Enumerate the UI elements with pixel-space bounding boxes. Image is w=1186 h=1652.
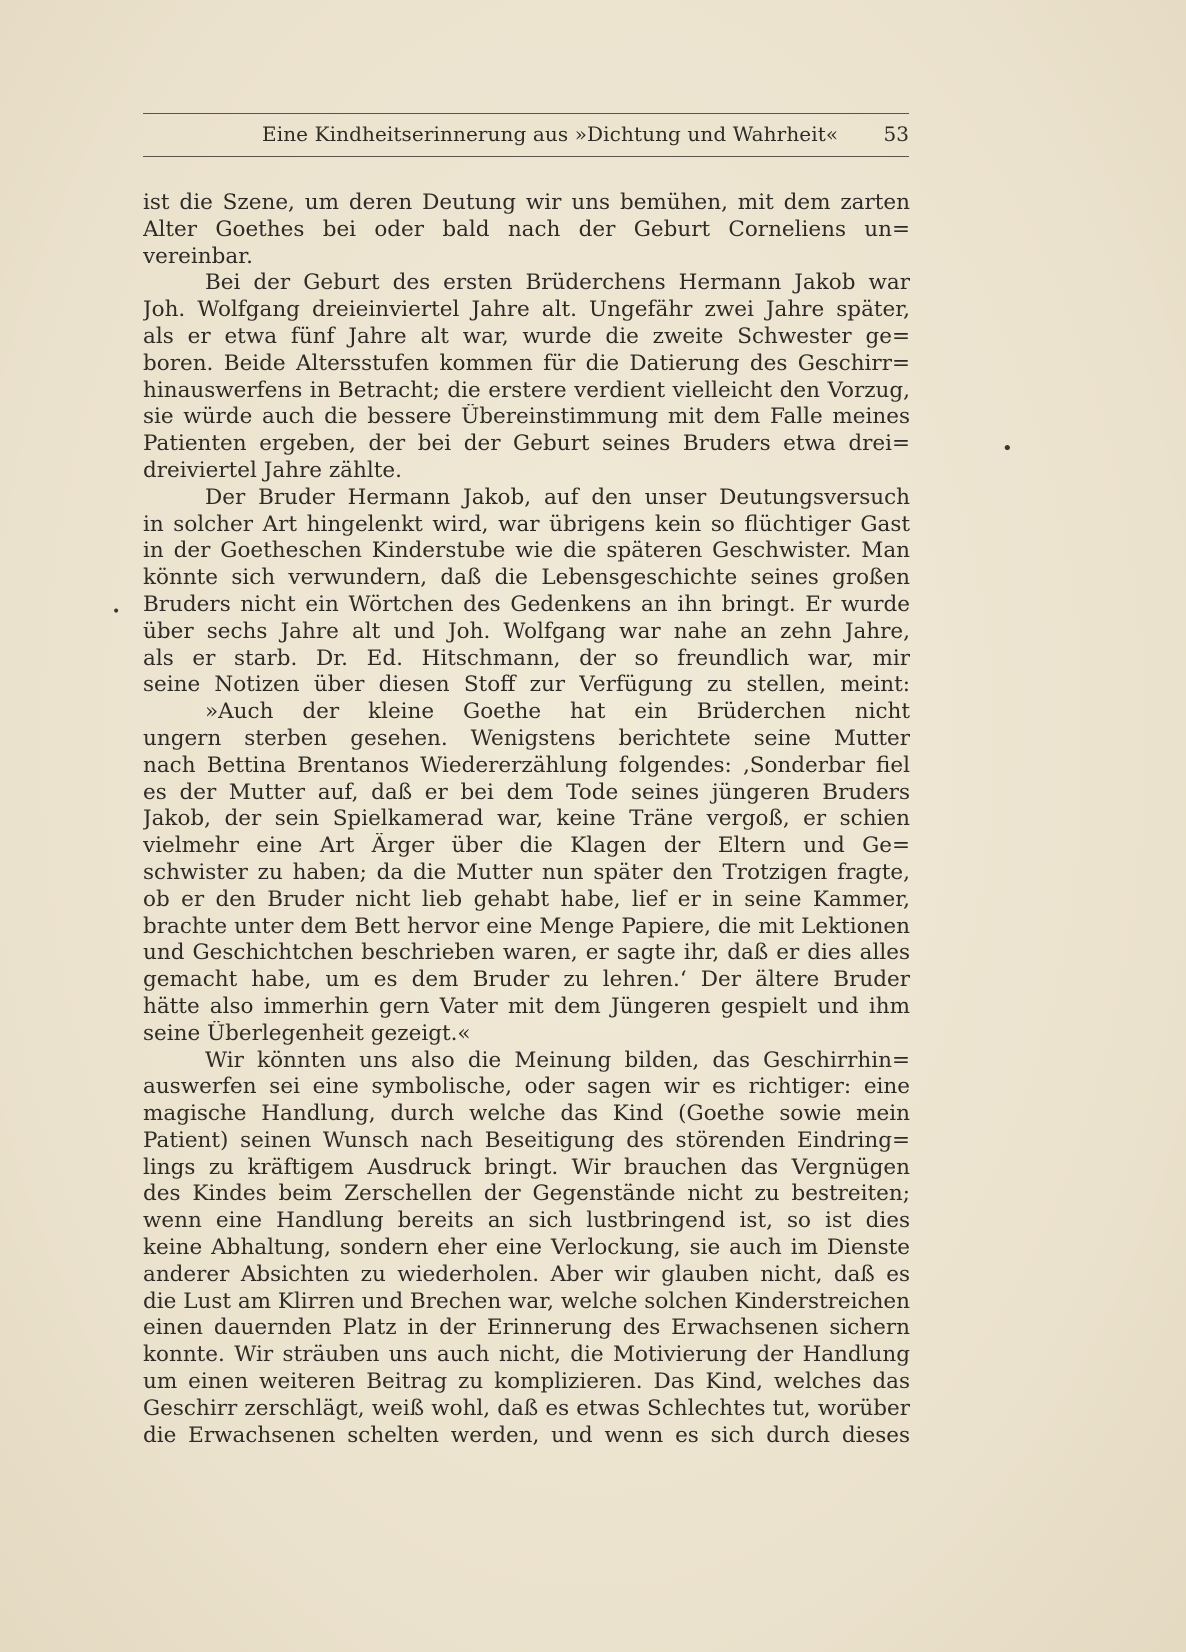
text-line: keine Abhaltung, sondern eher eine Verlockung, sie auch im Dienste [143, 1235, 910, 1261]
text-line: sie würde auch die bessere Übereinstimmung mit dem Falle meines [143, 404, 910, 430]
text-line: hinauswerfens in Betracht; die erstere verdient vielleicht den Vorzug, [143, 377, 910, 403]
text-line: Bei der Geburt des ersten Brüderchens Hermann Jakob war [205, 270, 910, 296]
text-line: als er starb. Dr. Ed. Hitschmann, der so freundlich war, mir [143, 645, 910, 671]
text-line: einen dauernden Platz in der Erinnerung des Erwachsenen sichern [143, 1315, 910, 1341]
text-line: es der Mutter auf, daß er bei dem Tode seines jüngeren Bruders [143, 779, 910, 805]
text-line: gemacht habe, um es dem Bruder zu lehren.‘ Der ältere Bruder [143, 967, 910, 993]
text-line: wenn eine Handlung bereits an sich lustbringend ist, so ist dies [143, 1208, 910, 1234]
text-line: als er etwa fünf Jahre alt war, wurde die zweite Schwester ge= [143, 323, 910, 349]
text-line: Jakob, der sein Spielkamerad war, keine Träne vergoß, er schien [143, 806, 910, 832]
margin-mark: • [112, 604, 121, 620]
text-line: über sechs Jahre alt und Joh. Wolfgang war nahe an zehn Jahre, [143, 618, 910, 644]
text-line: dreiviertel Jahre zählte. [143, 457, 402, 483]
margin-mark: • [1002, 438, 1013, 459]
text-line: Bruders nicht ein Wörtchen des Gedenkens an ihn bringt. Er wurde [143, 591, 910, 617]
running-header-title: Eine Kindheitserinnerung aus »Dichtung und Wahrheit« [262, 122, 839, 146]
text-line: die Lust am Klirren und Brechen war, welche solchen Kinderstreichen [143, 1288, 910, 1314]
text-line: nach Bettina Brentanos Wiedererzählung folgendes: ‚Sonderbar fiel [143, 752, 910, 778]
text-line: Patient) seinen Wunsch nach Beseitigung des störenden Eindring= [143, 1127, 910, 1153]
text-line: in solcher Art hingelenkt wird, war übrigens kein so flüchtiger Gast [143, 511, 910, 537]
text-line: konnte. Wir sträuben uns auch nicht, die Motivierung der Handlung [143, 1342, 910, 1368]
text-line: anderer Absichten zu wiederholen. Aber wir glauben nicht, daß es [143, 1261, 910, 1287]
text-line: auswerfen sei eine symbolische, oder sagen wir es richtiger: eine [143, 1074, 910, 1100]
text-line: seine Überlegenheit gezeigt.« [143, 1020, 471, 1046]
text-line: des Kindes beim Zerschellen der Gegenstände nicht zu bestreiten; [143, 1181, 910, 1207]
text-line: in der Goetheschen Kinderstube wie die späteren Geschwister. Man [143, 538, 910, 564]
text-line: Patienten ergeben, der bei der Geburt seines Bruders etwa drei= [143, 431, 910, 457]
text-line: »Auch der kleine Goethe hat ein Brüderchen nicht [205, 699, 910, 725]
header-rule-bottom [143, 156, 909, 157]
text-line: Alter Goethes bei oder bald nach der Geburt Corneliens un= [143, 216, 910, 242]
text-line: magische Handlung, durch welche das Kind (Goethe sowie mein [143, 1101, 910, 1127]
text-line: boren. Beide Altersstufen kommen für die Datierung des Geschirr= [143, 350, 910, 376]
text-line: seine Notizen über diesen Stoff zur Verfügung zu stellen, meint: [143, 672, 910, 698]
body-text [143, 190, 910, 1449]
text-line: Joh. Wolfgang dreieinviertel Jahre alt. Ungefähr zwei Jahre später, [143, 297, 910, 323]
text-line: ist die Szene, um deren Deutung wir uns bemühen, mit dem zarten [143, 190, 910, 215]
text-line: und Geschichtchen beschrieben waren, er sagte ihr, daß er dies alles [143, 940, 910, 966]
text-line: um einen weiteren Beitrag zu komplizieren. Das Kind, welches das [143, 1369, 910, 1395]
text-line: hätte also immerhin gern Vater mit dem Jüngeren gespielt und ihm [143, 993, 910, 1019]
text-line: die Erwachsenen schelten werden, und wenn es sich durch dieses [143, 1422, 910, 1448]
text-line: Wir könnten uns also die Meinung bilden, das Geschirrhin= [205, 1047, 910, 1073]
text-line: ungern sterben gesehen. Wenigstens berichtete seine Mutter [143, 725, 910, 751]
text-line: vielmehr eine Art Ärger über die Klagen der Eltern und Ge= [143, 833, 910, 859]
text-line: ob er den Bruder nicht lieb gehabt habe, lief er in seine Kammer, [143, 886, 910, 912]
text-line: brachte unter dem Bett hervor eine Menge Papiere, die mit Lektionen [143, 913, 910, 939]
text-line: lings zu kräftigem Ausdruck bringt. Wir brauchen das Vergnügen [143, 1154, 910, 1180]
text-line: Der Bruder Hermann Jakob, auf den unser Deutungsversuch [205, 484, 910, 510]
text-line: vereinbar. [143, 243, 253, 269]
text-line: Geschirr zerschlägt, weiß wohl, daß es etwas Schlechtes tut, worüber [143, 1395, 910, 1421]
text-line: schwister zu haben; da die Mutter nun später den Trotzigen fragte, [143, 859, 910, 885]
page-number: 53 [883, 122, 909, 146]
header-rule-top [143, 113, 909, 114]
text-line: könnte sich verwundern, daß die Lebensgeschichte seines großen [143, 565, 910, 591]
